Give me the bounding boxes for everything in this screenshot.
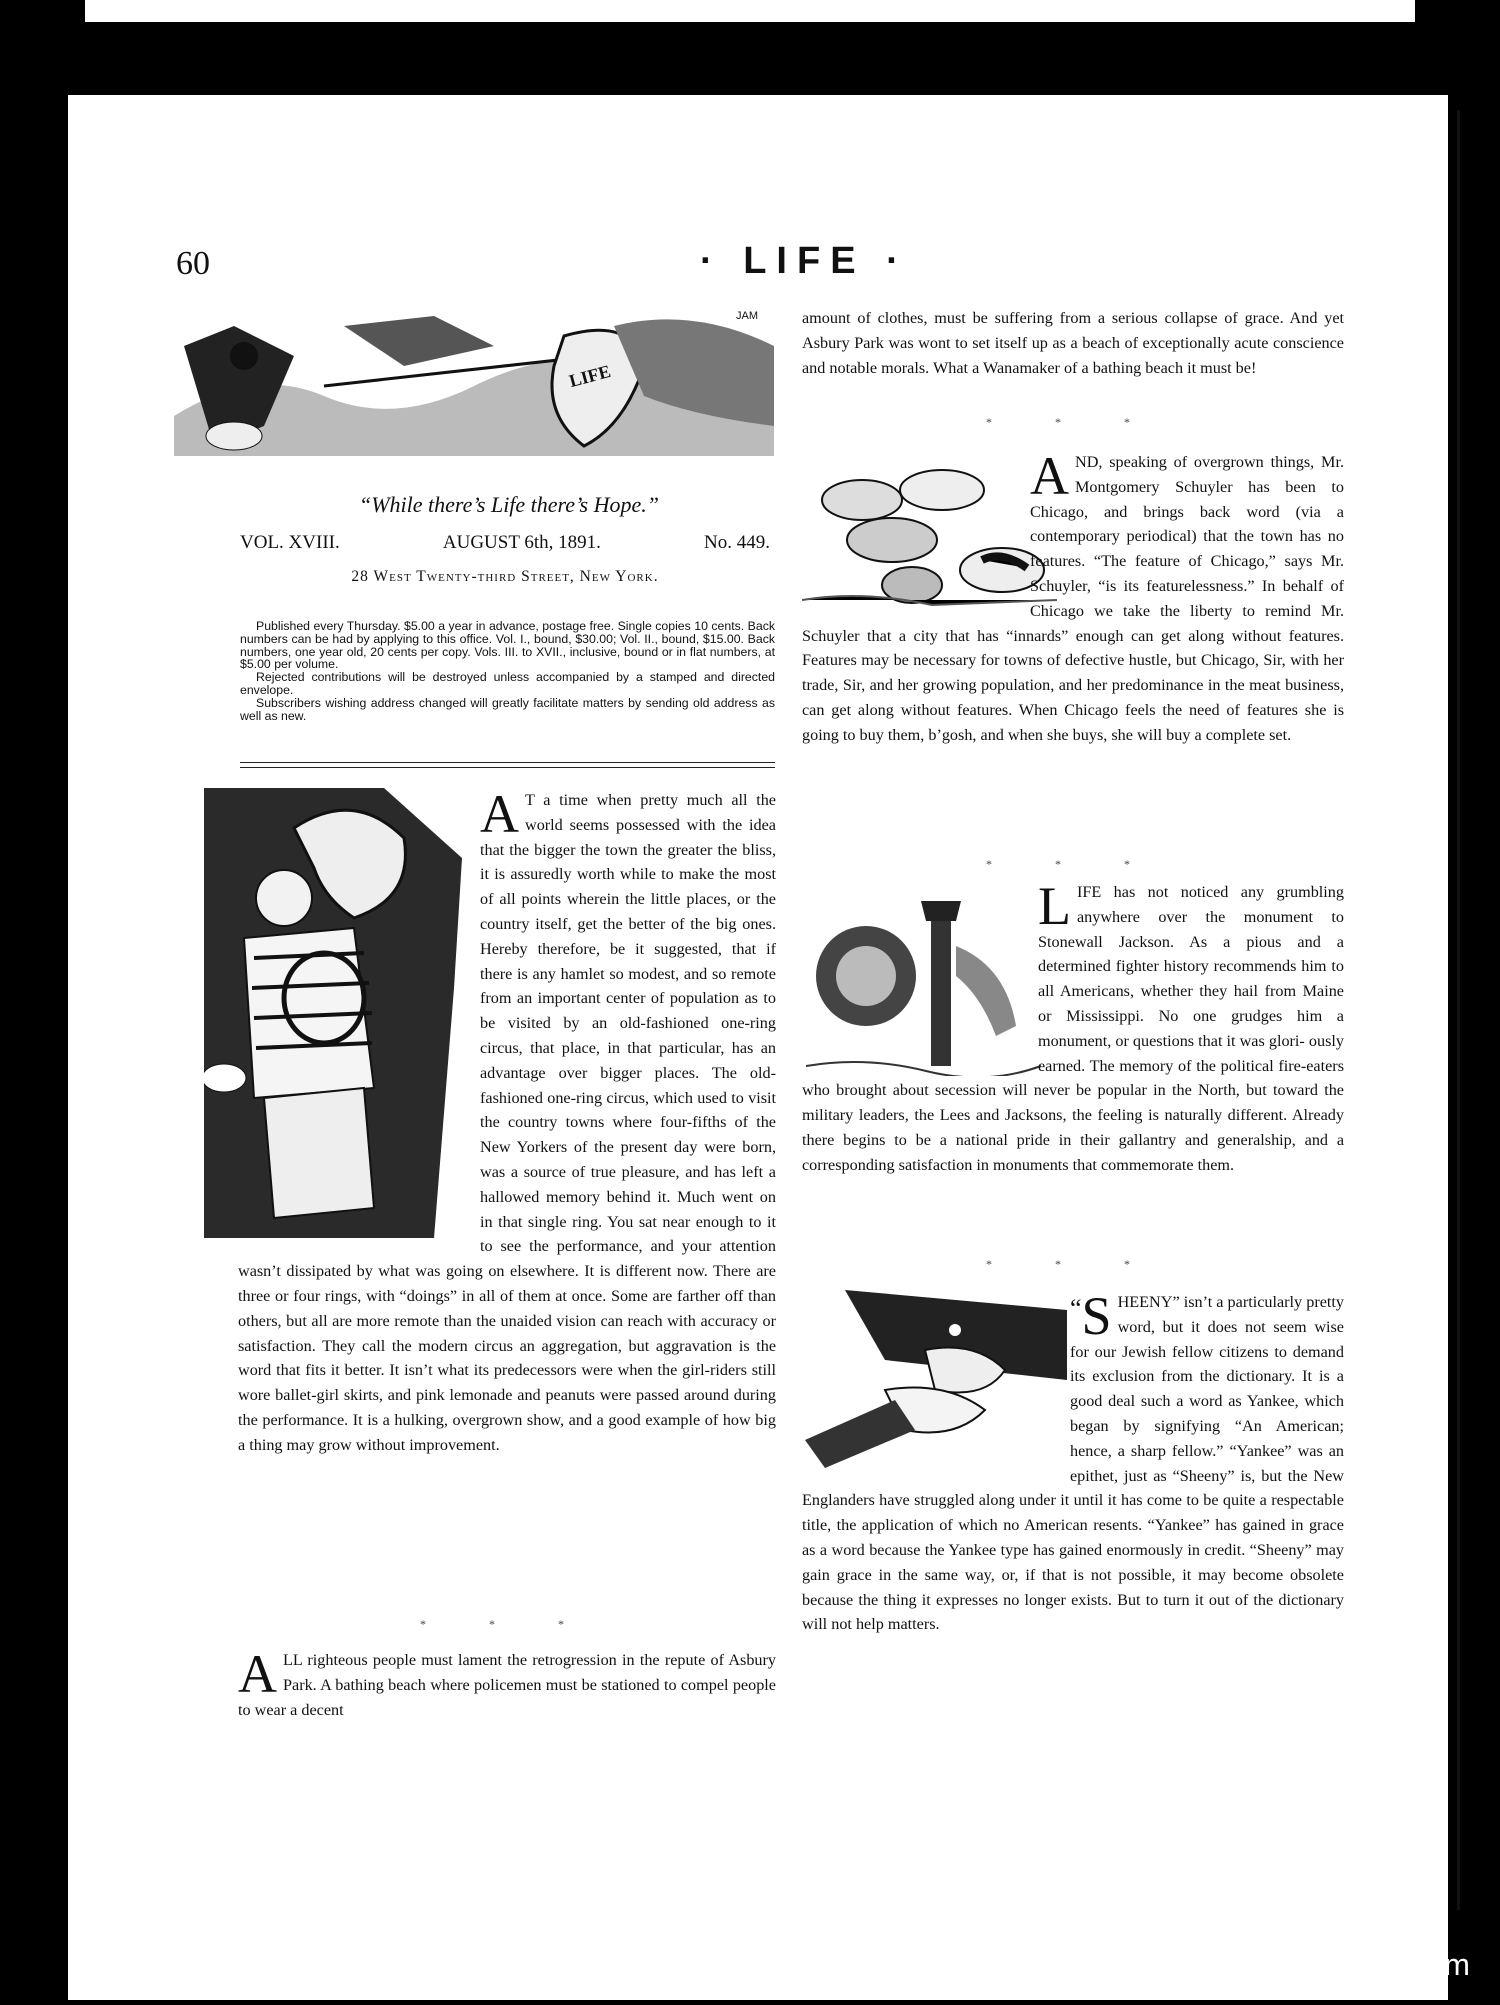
address-change-note: Subscribers wishing address changed will greatly facilitate matters by sending old address as well as new. (240, 695, 775, 723)
magazine-motto: “While there’s Life there’s Hope.” (358, 492, 660, 517)
dropcap: L (1038, 876, 1071, 936)
asbury-continuation (802, 306, 1344, 380)
jackson-article (802, 876, 1344, 1178)
section-rule (240, 767, 775, 768)
circus-article (238, 784, 777, 1608)
shield-text: LIFE (566, 360, 613, 392)
asbury-text-right: amount of clothes, must be suffering from a serious collapse of grace. And yet Asbury Park was wont to set itself up as a beach of exceptionally acute conscience and notable morals. What a Wanamaker of a bathing beach it must be! (802, 309, 1344, 377)
sheeny-article (802, 1286, 1344, 1637)
subscription-terms: Published every Thursday. $5.00 a year in advance, postage free. Single copies 10 cents. Back numbers can be had by applying to this office. Vol. I., bound, $30.00; Vol. II., bound, $15.00. Back numbers, one year old, 20 cents per copy. Vols. III. to XVII., inclusive, bound or in flat numbers, at $5.00 per volume. (240, 619, 775, 672)
chicago-article (802, 446, 1344, 748)
opening-quote: “ (1070, 1294, 1082, 1323)
issue-number: No. 449. (704, 532, 770, 553)
dropcap: A (480, 784, 519, 844)
issue-date: AUGUST 6th, 1891. (442, 532, 601, 553)
sheeny-text-bottom: “Yankee” was an epithet, just as “Sheeny” is, but the New Englanders have struggled along under it until it has come to be quite a respectable title, the application of which no American resents. “Yankee” has gained in grace as a word because the Yankee type has gained enormously in credit. “Sheeny” may gain grace in the same way, or, if that is not possible, it may become obsolete because the thing it expresses no longer exists. But to turn it out of the dictionary will not help matters. (802, 1441, 1344, 1634)
dropcap: A (1030, 446, 1069, 506)
chicago-text-bottom: Schuyler, “is its featurelessness.” In behalf of Chicago we take the liberty to remind Mr. Schuyler that a city that has “innards” enough can get along without features. Features may be necessary for towns of defective hustle, but Chicago, Sir, with her trade, Sir, and her growing population, and her predominance in the meat business, can get along without features. When Chicago feels the need of features she is going to buy them, b’gosh, and when she buys, she will buy a complete set. (802, 576, 1344, 744)
asbury-text-left: LL righteous people must lament the retrogression in the repute of Asbury Park. A bathing beach where policemen must be stationed to compel people to wear a decent (238, 1651, 776, 1719)
publication-info (240, 620, 775, 722)
magazine-title: · LIFE · (700, 240, 909, 282)
jackson-text-bottom: ously earned. The memory of the political fire-eaters who brought about secession will never be popular in the North, but toward the military leaders, the Lees and Jacksons, the feeling is naturally different. Already there begins to be a national pride in their gallantry and generalship, and a corresponding satisfaction in monuments that commemorate them. (802, 1031, 1344, 1174)
dropcap: S (1081, 1286, 1112, 1346)
next-page-edge (1457, 110, 1500, 1910)
watermark: comicbooks.com (1239, 1947, 1470, 1982)
masthead-illustration (174, 306, 774, 456)
volume-row (240, 532, 770, 554)
dropcap: A (238, 1644, 277, 1704)
jackson-text-top: IFE has not noticed any grumbling anywhere over the monument to Stonewall Jackson. As a pious and a determined fighter history recommends him to all Americans, whether they hail from Maine or Mississippi. No one grudges him a monument, or questions that it was glori- (1038, 883, 1344, 1050)
page-number: 60 (176, 245, 210, 282)
separator-stars: * * * (986, 1257, 1160, 1271)
separator-stars: * * * (986, 857, 1160, 871)
circus-paragraph-bottom: day were born, was a source of true pleasure, and has left a hallowed memory behind it. Much went on in that single ring. You sat near enough to it to see the performance, and your attention wasn’t dissipated by what was going on elsewhere. It is different now. There are three or four rings, with “doings” in all of them at once. Some are farther off than others, but all are more remote than the unaided vision can reach with accuracy or satisfaction. They call the modern circus an aggregation, but aggravation is the word that fits it better. It isn’t what its predecessors were when the girl-riders still wore ballet-girl skirts, and pink lemonade and peanuts were passed around during the performance. It is a hulking, overgrown show, and a good example of how big a thing may grow without improvement. (238, 1138, 777, 1454)
volume-number: VOL. XVIII. (240, 532, 340, 553)
illustration-spacer (802, 450, 1030, 608)
separator-stars: * * * (420, 1617, 594, 1631)
chicago-text-top: ND, speaking of overgrown things, Mr. Montgomery Schuyler has been to Chicago, and brings back word (via a contemporary periodical) that the town has no features. “The feature of Chicago,” says Mr. (1030, 453, 1344, 571)
circus-paragraph-top: T a time when pretty much all the world seems possessed with the idea that the bigger the town the greater the bliss, it is assuredly worth while to make the most of all points wherein the little places, or the country itself, get the better of the big ones. Hereby therefore, be it suggested, that if there is any hamlet so modest, and so remote from an important center of population as to be visited by an old-fashioned one-ring circus, that place, in that particular, has an advantage over bigger places. The old-fashioned one-ring circus, which used to visit the country towns where four-fifths of the New Yorkers of the present (480, 791, 776, 1157)
previous-page-strip (85, 0, 1415, 22)
section-rule (240, 762, 775, 763)
illustration-spacer (238, 788, 480, 1238)
artist-signature: JAM (736, 310, 758, 322)
sheeny-text-top: HEENY” isn’t a particularly pretty word, but it does not seem wise for our Jewish fellow citizens to demand its exclusion from the dictionary. It is a good deal such a word as Yankee, which began by signifying “An American; hence, a sharp fellow.” (1070, 1293, 1344, 1460)
illustration-spacer (802, 880, 1038, 1072)
office-address: 28 West Twenty-third Street, New York. (351, 568, 659, 585)
separator-stars: * * * (986, 415, 1160, 429)
illustration-spacer (802, 1290, 1070, 1468)
asbury-article (238, 1644, 776, 1722)
contribution-policy: Rejected contributions will be destroyed unless accompanied by a stamped and directed envelope. (240, 670, 775, 697)
